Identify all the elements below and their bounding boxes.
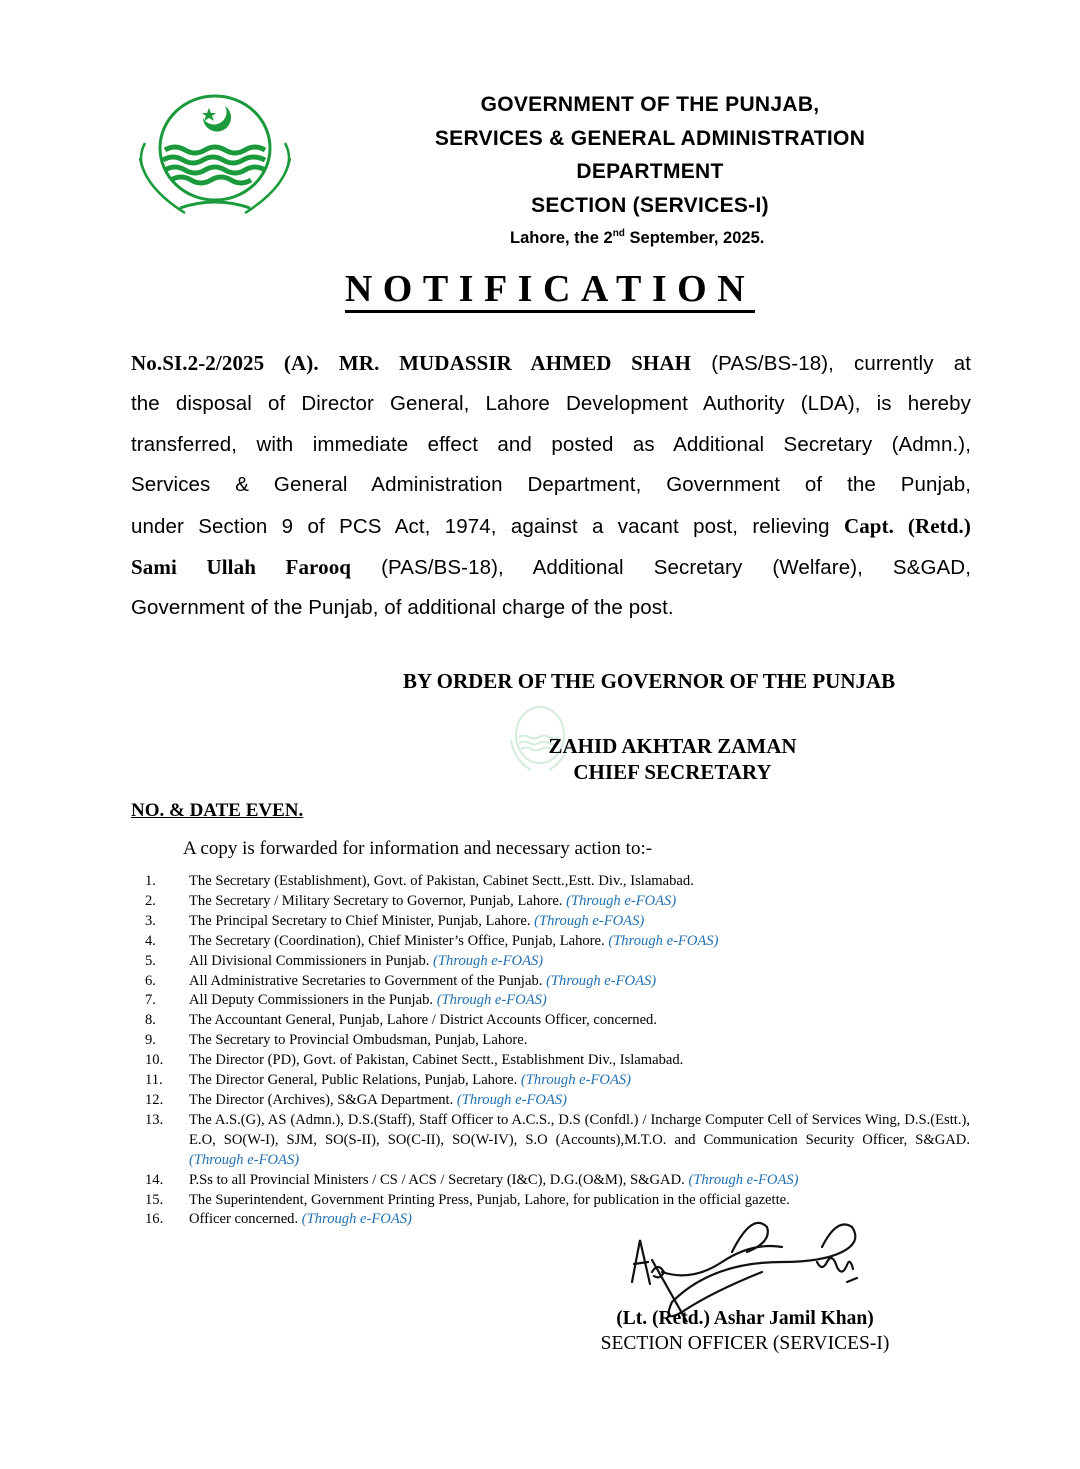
signatory-name: ZAHID AKHTAR ZAMAN (548, 734, 797, 758)
body-text: under Section 9 of PCS Act, 1974, against a vacant post, relieving (131, 515, 844, 539)
body-line: transferred, with immediate effect and posted as Additional Secretary (Admn.), (131, 432, 971, 456)
body-text: (PAS/BS-18), currently at (691, 352, 971, 375)
item-number: 15. (145, 1191, 164, 1208)
foas-tag: (Through e-FOAS) (608, 932, 719, 949)
item-number: 14. (145, 1171, 164, 1188)
body-line (131, 506, 971, 547)
relieved-officer-rank: Capt. (Retd.) (843, 514, 971, 539)
item-text: Officer concerned. (189, 1211, 302, 1228)
foas-tag: (Through e-FOAS) (566, 892, 677, 909)
item-text: The Secretary to Provincial Ombudsman, Punjab, Lahore. (189, 1032, 528, 1049)
body-line: the disposal of Director General, Lahore Development Authority (LDA), is hereby (131, 391, 971, 415)
date-suffix: September, 2025. (624, 229, 765, 247)
item-text: The Superintendent, Government Printing Press, Punjab, Lahore, for publication in the official gazette. (189, 1191, 790, 1208)
list-item (145, 972, 970, 992)
list-item (145, 991, 970, 1011)
body-text: (PAS/BS-18), Additional Secretary (Welfare), S&GAD, (351, 555, 971, 579)
list-item (145, 1011, 970, 1031)
item-text: P.Ss to all Provincial Ministers / CS / ACS / Secretary (I&C), D.G.(O&M), S&GAD. (189, 1171, 689, 1188)
item-number: 1. (145, 873, 156, 889)
item-number: 12. (145, 1091, 164, 1108)
section-officer-designation: SECTION OFFICER (SERVICES-I) (600, 1333, 890, 1354)
body-line (131, 343, 971, 384)
foas-tag: (Through e-FOAS) (433, 952, 544, 969)
item-text: All Divisional Commissioners in Punjab. (189, 952, 434, 969)
endorsement-intro: A copy is forwarded for information and necessary action to:- (183, 838, 653, 859)
foas-tag: (Through e-FOAS) (546, 972, 657, 989)
foas-tag: (Through e-FOAS) (688, 1171, 799, 1188)
foas-tag: (Through e-FOAS) (189, 1151, 300, 1168)
item-text: The A.S.(G), AS (Admn.), D.S.(Staff), Staff Officer to A.C.S., D.S (Confdl.) / Incharge Computer Cell of Services Wing, D.S.(Estt.), E.O, SO(W-I), SJM, SO(S-II), SO(C-II), SO(W-IV), S.O (Accounts),M.T.O. and Communication Security Officer, S&GAD. (189, 1111, 970, 1148)
foas-tag: (Through e-FOAS) (456, 1091, 567, 1108)
item-text: All Deputy Commissioners in the Punjab. (189, 992, 437, 1009)
foas-tag: (Through e-FOAS) (534, 912, 645, 929)
item-number: 2. (145, 892, 156, 909)
list-item (145, 1031, 970, 1051)
header-line: SECTION (SERVICES-I) (531, 193, 769, 217)
list-item (145, 872, 970, 892)
list-item (145, 932, 970, 952)
list-item (145, 1091, 970, 1111)
body-line: Government of the Punjab, of additional charge of the post. (131, 595, 674, 619)
item-text: The Secretary (Coordination), Chief Minister’s Office, Punjab, Lahore. (189, 932, 609, 949)
item-text: The Principal Secretary to Chief Minister, Punjab, Lahore. (189, 912, 535, 929)
foas-tag: (Through e-FOAS) (436, 992, 547, 1009)
list-item (145, 912, 970, 932)
body-line: Services & General Administration Department, Government of the Punjab, (131, 473, 971, 497)
punjab-government-emblem-icon (125, 88, 305, 218)
date-prefix: Lahore, the 2 (510, 229, 613, 247)
signatory-designation: CHIEF SECRETARY (573, 760, 772, 784)
officer-name: MR. MUDASSIR AHMED SHAH (338, 351, 692, 375)
item-number: 11. (145, 1072, 163, 1089)
item-text: All Administrative Secretaries to Government of the Punjab. (189, 972, 547, 989)
reference-number: No.SI.2-2/2025 (A). (131, 351, 319, 375)
item-text: The Secretary (Establishment), Govt. of Pakistan, Cabinet Sectt.,Estt. Div., Islamabad. (189, 873, 694, 889)
item-number: 10. (145, 1052, 164, 1069)
governor-order: BY ORDER OF THE GOVERNOR OF THE PUNJAB (403, 669, 896, 693)
item-text: The Director (Archives), S&GA Department. (189, 1091, 457, 1108)
item-text: The Director General, Public Relations, Punjab, Lahore. (189, 1072, 521, 1089)
body-line (131, 547, 971, 588)
list-item (145, 1171, 970, 1191)
date-superscript: nd (612, 228, 625, 239)
item-text: The Director (PD), Govt. of Pakistan, Cabinet Sectt., Establishment Div., Islamabad. (189, 1052, 684, 1069)
item-number: 3. (145, 912, 156, 929)
foas-tag: (Through e-FOAS) (520, 1072, 632, 1089)
item-number: 5. (145, 952, 156, 969)
list-item (145, 1051, 970, 1071)
item-text: The Accountant General, Punjab, Lahore / District Accounts Officer, concerned. (189, 1012, 658, 1029)
item-text: The Secretary / Military Secretary to Governor, Punjab, Lahore. (189, 892, 567, 909)
distribution-list (145, 872, 970, 1230)
endorsement-heading: NO. & DATE EVEN. (131, 800, 304, 821)
list-item (145, 1191, 970, 1211)
item-number: 6. (145, 972, 156, 989)
issue-date (510, 229, 764, 248)
list-item (145, 952, 970, 972)
page-title (0, 267, 1080, 311)
notification-title: NOTIFICATION (345, 268, 755, 313)
list-item (145, 1111, 970, 1171)
chief-secretary-block (520, 733, 825, 785)
item-number: 9. (145, 1032, 156, 1049)
item-number: 7. (145, 992, 156, 1009)
relieved-officer-name: Sami Ullah Farooq (131, 554, 352, 579)
header-line: SERVICES & GENERAL ADMINISTRATION (434, 126, 866, 150)
foas-tag: (Through e-FOAS) (301, 1211, 412, 1228)
section-officer-block (560, 1306, 930, 1356)
item-number: 16. (145, 1211, 164, 1228)
department-header (340, 88, 960, 222)
item-number: 8. (145, 1012, 156, 1029)
header-line: DEPARTMENT (576, 160, 724, 183)
section-officer-name: (Lt. (Retd.) Ashar Jamil Khan) (616, 1308, 874, 1329)
item-number: 4. (145, 932, 156, 949)
list-item (145, 1071, 970, 1091)
item-number: 13. (145, 1111, 164, 1128)
header-line: GOVERNMENT OF THE PUNJAB, (480, 93, 820, 116)
notification-body (131, 343, 971, 629)
list-item (145, 892, 970, 912)
